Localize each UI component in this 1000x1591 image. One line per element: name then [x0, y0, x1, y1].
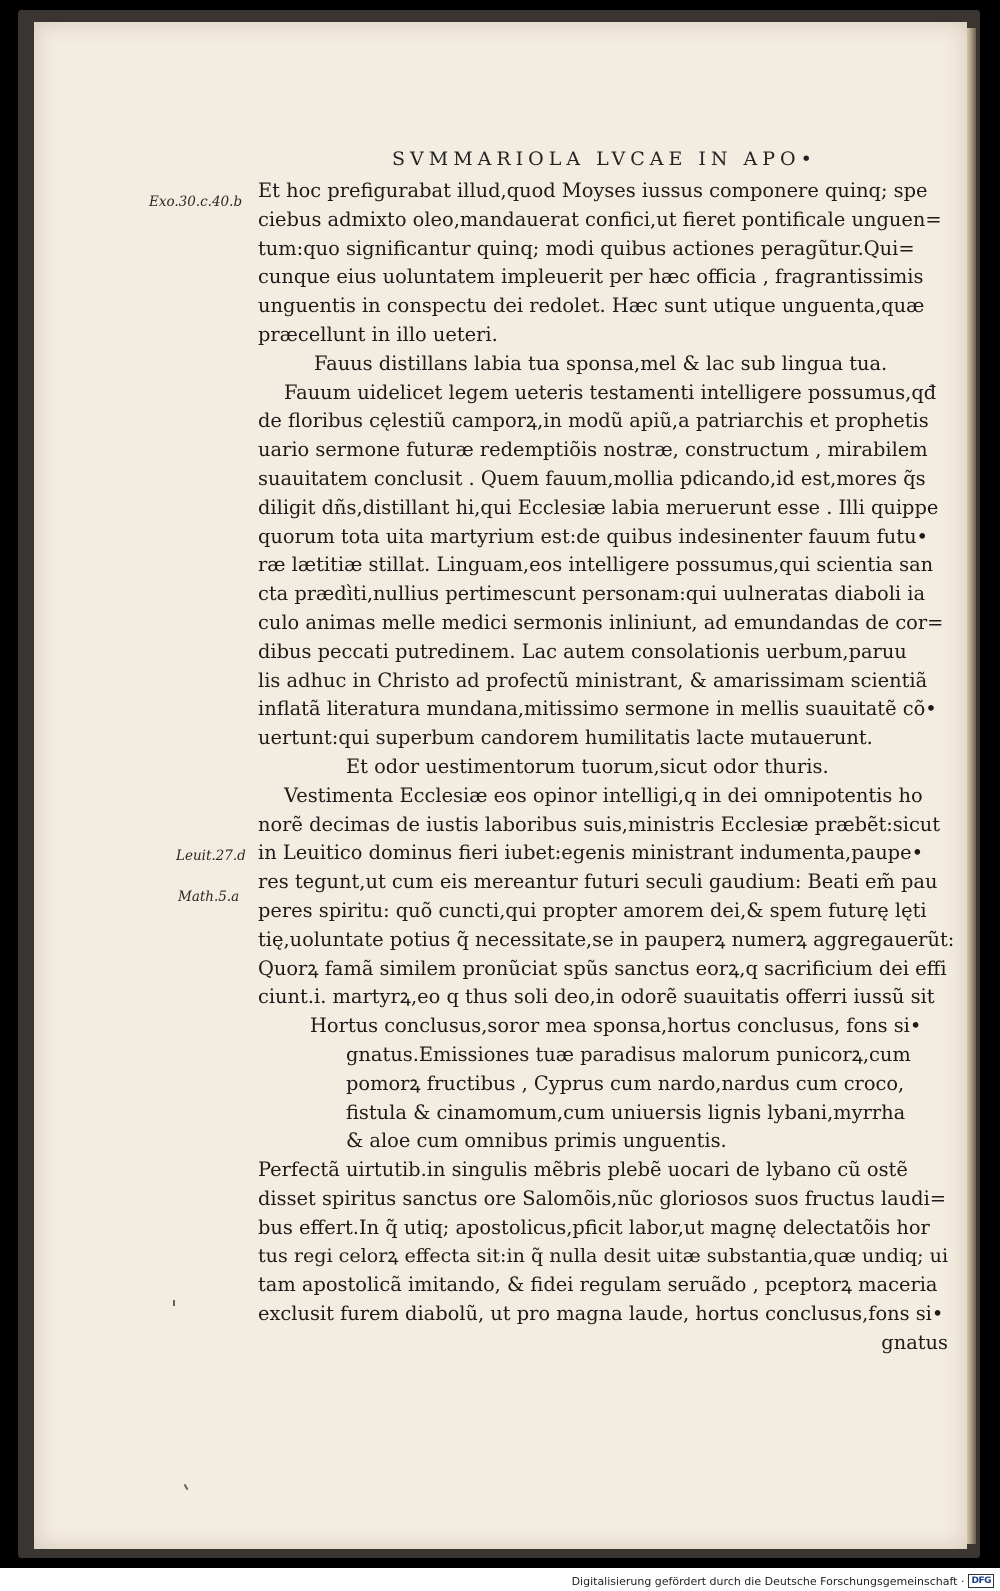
text-line: quorum tota uita martyrium est:de quibus indesinenter fauum futu•: [258, 524, 928, 548]
text-line: unguentis in conspectu dei redolet. Hæc sunt utique unguenta,quæ: [258, 294, 925, 318]
body-text: [258, 177, 958, 1358]
text-line: ræ lætitiæ stillat. Linguam,eos intelligere possumus,qui scientia san: [258, 553, 934, 577]
text-line: uario sermone futuræ redemptiõis nostræ, constructum , mirabilem: [258, 438, 928, 462]
ink-speck: [173, 1300, 175, 1306]
text-line: Perfectã uirtutib.in singulis mẽbris plebẽ uocari de lybano cũ ostẽ: [258, 1158, 908, 1182]
catchword: gnatus: [881, 1330, 948, 1354]
text-line: in Leuitico dominus fieri iubet:egenis ministrant indumenta,paupe•: [258, 841, 924, 865]
text-line: norẽ decimas de iustis laboribus suis,ministris Ecclesiæ præbẽt:sicut: [258, 812, 941, 836]
text-line: tum:quo significantur quinq; modi quibus actiones peragũtur.Qui=: [258, 236, 915, 260]
text-line: dibus peccati putredinem. Lac autem consolationis uerbum,paruu: [258, 639, 907, 663]
text-line: uertunt:qui superbum candorem humilitatis lacte mutauerunt.: [258, 726, 873, 750]
text-line: cta prædìti,nullius pertimescunt personam:qui uulneratas diaboli ia: [258, 582, 926, 606]
text-line: ciebus admixto oleo,mandauerat confici,ut fieret pontificale unguen=: [258, 207, 942, 231]
scripture-verse: pomorꝝ fructibus , Cyprus cum nardo,nardus cum croco,: [346, 1071, 905, 1095]
text-line: tię,uoluntate potius q̃ necessitate,se in pauperꝝ numerꝝ aggregauerũt:: [258, 927, 955, 951]
text-line: lis adhuc in Christo ad profectũ ministrant, & amarissimam scientiã: [258, 668, 928, 692]
text-line: bus effert.In q̃ utiq; apostolicus,pficit labor,ut magnę delectatõis hor: [258, 1215, 930, 1239]
scripture-verse: Hortus conclusus,soror mea sponsa,hortus conclusus, fons si•: [310, 1014, 922, 1038]
ink-speck: [184, 1484, 189, 1490]
text-line: ciunt.i. martyrꝝ,eo q thus soli deo,in odorẽ suauitatis offerri iussũ sit: [258, 985, 935, 1009]
text-line: tus regi celorꝝ effecta sit:in q̃ nulla desit uitæ substantia,quæ undiq; ui: [258, 1244, 949, 1268]
text-line: præcellunt in illo ueteri.: [258, 322, 498, 346]
scripture-verse: Et odor uestimentorum tuorum,sicut odor thuris.: [346, 754, 829, 778]
text-line: Vestimenta Ecclesiæ eos opinor intelligi,q in dei omnipotentis ho: [284, 783, 923, 807]
dfg-logo-icon: DFG: [968, 1574, 994, 1588]
text-line: tam apostolicã imitando, & fidei regulam seruãdo , pceptorꝝ maceria: [258, 1273, 938, 1297]
text-line: cunque eius uoluntatem impleuerit per hæc officia , fragrantissimis: [258, 265, 924, 289]
text-line: exclusit furem diabolũ, ut pro magna laude, hortus conclusus,fons si•: [258, 1302, 944, 1326]
margin-note-matthew: Math.5.a: [178, 889, 240, 905]
margin-note-leviticus: Leuit.27.d: [176, 848, 246, 864]
text-line: de floribus cęlestiũ camporꝝ,in modũ apiũ,a patriarchis et prophetis: [258, 409, 929, 433]
text-line: Quorꝝ famã similem pronũciat spũs sanctus eorꝝ,q sacrificium dei effi: [258, 956, 947, 980]
text-line: diligit dñs,distillant hi,qui Ecclesiæ labia meruerunt esse . Illi quippe: [258, 495, 939, 519]
digitization-footer: [572, 1574, 994, 1588]
text-line: res tegunt,ut cum eis mereantur futuri seculi gaudium: Beati em̃ pau: [258, 870, 938, 894]
page-edge: [966, 28, 976, 1544]
scripture-verse: Fauus distillans labia tua sponsa,mel & lac sub lingua tua.: [314, 351, 888, 375]
scripture-verse: & aloe cum omnibus primis unguentis.: [346, 1129, 727, 1153]
text-line: Et hoc prefigurabat illud,quod Moyses iussus componere quinq; spe: [258, 179, 928, 202]
text-line: disset spiritus sanctus ore Salomõis,nũc gloriosos suos fructus laudi=: [258, 1186, 947, 1210]
text-line: suauitatem conclusit . Quem fauum,mollia pdicando,id est,mores q̃s: [258, 466, 926, 490]
margin-note-exodus: Exo.30.c.40.b: [149, 194, 243, 210]
running-head: SVMMARIOLA LVCAE IN APO•: [392, 148, 817, 170]
text-line: culo animas melle medici sermonis inliniunt, ad emundandas de cor=: [258, 610, 944, 634]
footer-credit: Digitalisierung gefördert durch die Deutsche Forschungsgemeinschaft ·: [571, 1574, 965, 1588]
scripture-verse: gnatus.Emissiones tuæ paradisus malorum punicorꝝ,cum: [346, 1042, 911, 1066]
text-line: Fauum uidelicet legem ueteris testamenti intelligere possumus,qđ: [284, 380, 937, 404]
text-line: peres spiritu: quõ cuncti,qui propter amorem dei,& spem futurę lęti: [258, 898, 927, 922]
text-line: inflatã literatura mundana,mitissimo sermone in mellis suauitatẽ cõ•: [258, 697, 937, 721]
scripture-verse: fistula & cinamomum,cum uniuersis lignis lybani,myrrha: [346, 1100, 906, 1124]
